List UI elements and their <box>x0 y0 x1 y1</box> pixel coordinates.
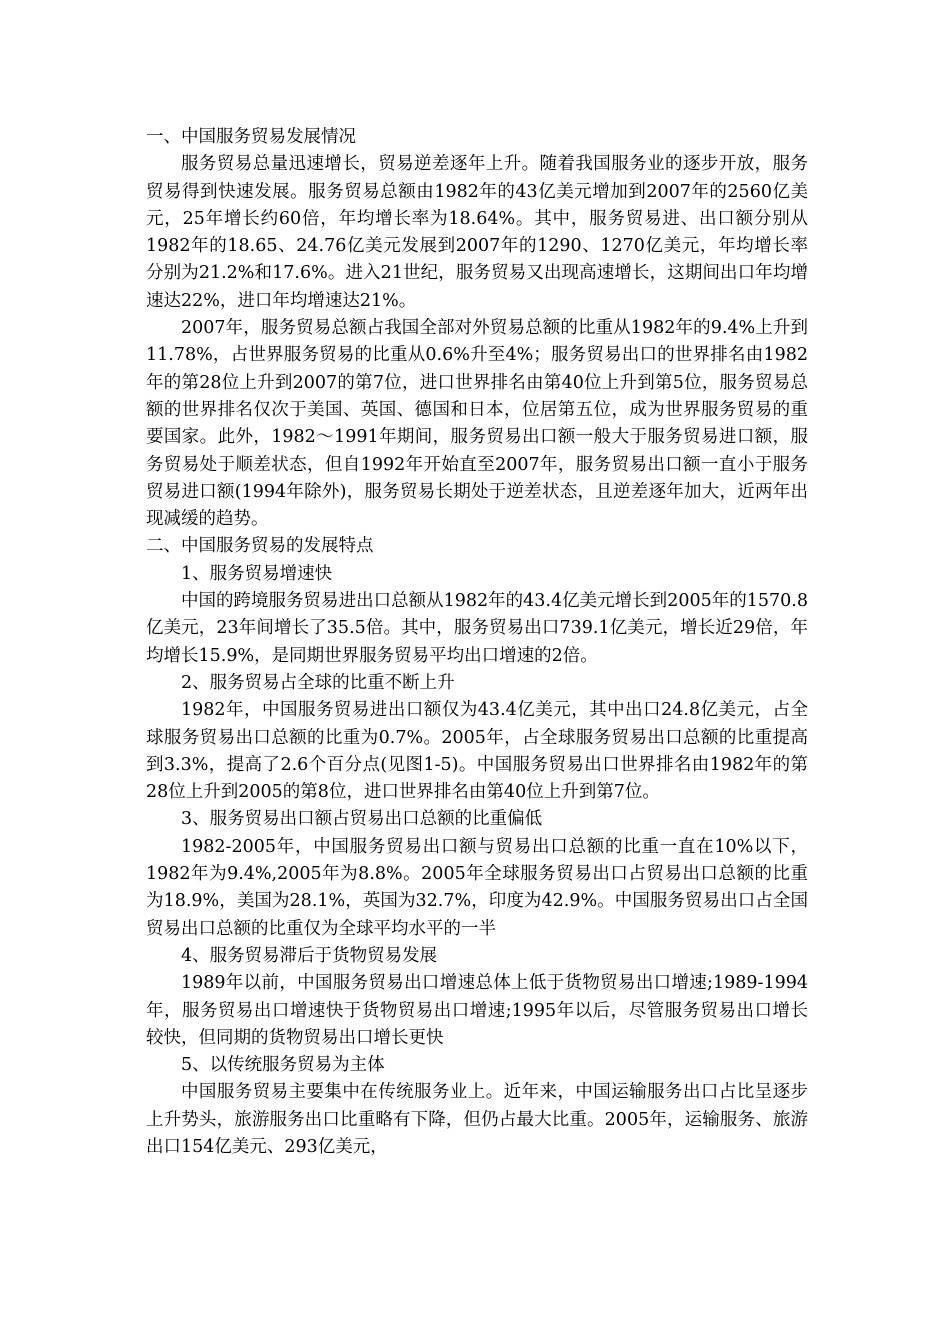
item5-paragraph: 中国服务贸易主要集中在传统服务业上。近年来，中国运输服务出口占比呈逐步上升势头，旅游服务出口比重略有下降，但仍占最大比重。2005年，运输服务、旅游出口154亿美元、293亿美元， <box>146 1082 808 1157</box>
section1-paragraph-1: 服务贸易总量迅速增长，贸易逆差逐年上升。随着我国服务业的逐步开放，服务贸易得到快速发展。服务贸易总额由1982年的43亿美元增加到2007年的2560亿美元，25年增长约60倍，年均增长率为18.64%。其中，服务贸易进、出口额分别从1982年的18.65、24.76亿美元发展到2007年的1290、1270亿美元，年均增长率分别为21.2%和17.6%。进入21世纪，服务贸易又出现高速增长，这期间出口年均增速达22%，进口年均增速达21%。 <box>146 154 808 311</box>
item5-title: 5、以传统服务贸易为主体 <box>181 1055 385 1076</box>
item3-title: 3、服务贸易出口额占贸易出口总额的比重偏低 <box>181 809 543 830</box>
item1-title: 1、服务贸易增速快 <box>181 563 333 584</box>
section1-paragraph-2: 2007年，服务贸易总额占我国全部对外贸易总额的比重从1982年的9.4%上升到11.78%，占世界服务贸易的比重从0.6%升至4%；服务贸易出口的世界排名由1982年的第28位上升到2007的第7位，进口世界排名由第40位上升到第5位，服务贸易总额的世界排名仅次于美国、英国、德国和日本，位居第五位，成为世界服务贸易的重要国家。此外，1982～1991年期间，服务贸易出口额一般大于服务贸易进口额，服务贸易处于顺差状态，但自1992年开始直至2007年，服务贸易出口额一直小于服务贸易进口额(1994年除外)，服务贸易长期处于逆差状态，且逆差逐年加大，近两年出现减缓的趋势。 <box>146 318 808 530</box>
item2-title: 2、服务贸易占全球的比重不断上升 <box>181 672 455 693</box>
document-page <box>146 124 808 1161</box>
item1-paragraph: 中国的跨境服务贸易进出口总额从1982年的43.4亿美元增长到2005年的1570.8亿美元，23年间增长了35.5倍。其中，服务贸易出口739.1亿美元，增长近29倍，年均增长15.9%，是同期世界服务贸易平均出口增速的2倍。 <box>146 591 808 666</box>
section2-heading: 二、中国服务贸易的发展特点 <box>146 536 374 557</box>
item2-paragraph: 1982年，中国服务贸易进出口额仅为43.4亿美元，其中出口24.8亿美元，占全球服务贸易出口总额的比重为0.7%。2005年，占全球服务贸易出口总额的比重提高到3.3%，提高了2.6个百分点(见图1-5)。中国服务贸易出口世界排名由1982年的第28位上升到2005的第8位，进口世界排名由第40位上升到第7位。 <box>146 700 808 803</box>
item4-paragraph: 1989年以前，中国服务贸易出口增速总体上低于货物贸易出口增速;1989-1994年，服务贸易出口增速快于货物贸易出口增速;1995年以后，尽管服务贸易出口增长较快，但同期的货物贸易出口增长更快 <box>146 973 808 1048</box>
item4-title: 4、服务贸易滞后于货物贸易发展 <box>181 945 438 966</box>
section1-heading: 一、中国服务贸易发展情况 <box>146 127 356 147</box>
item3-paragraph: 1982-2005年，中国服务贸易出口额与贸易出口总额的比重一直在10%以下，1982年为9.4%,2005年为8.8%。2005年全球服务贸易出口占贸易出口总额的比重为18.9%，美国为28.1%，英国为32.7%，印度为42.9%。中国服务贸易出口占全国贸易出口总额的比重仅为全球平均水平的一半 <box>146 836 808 939</box>
